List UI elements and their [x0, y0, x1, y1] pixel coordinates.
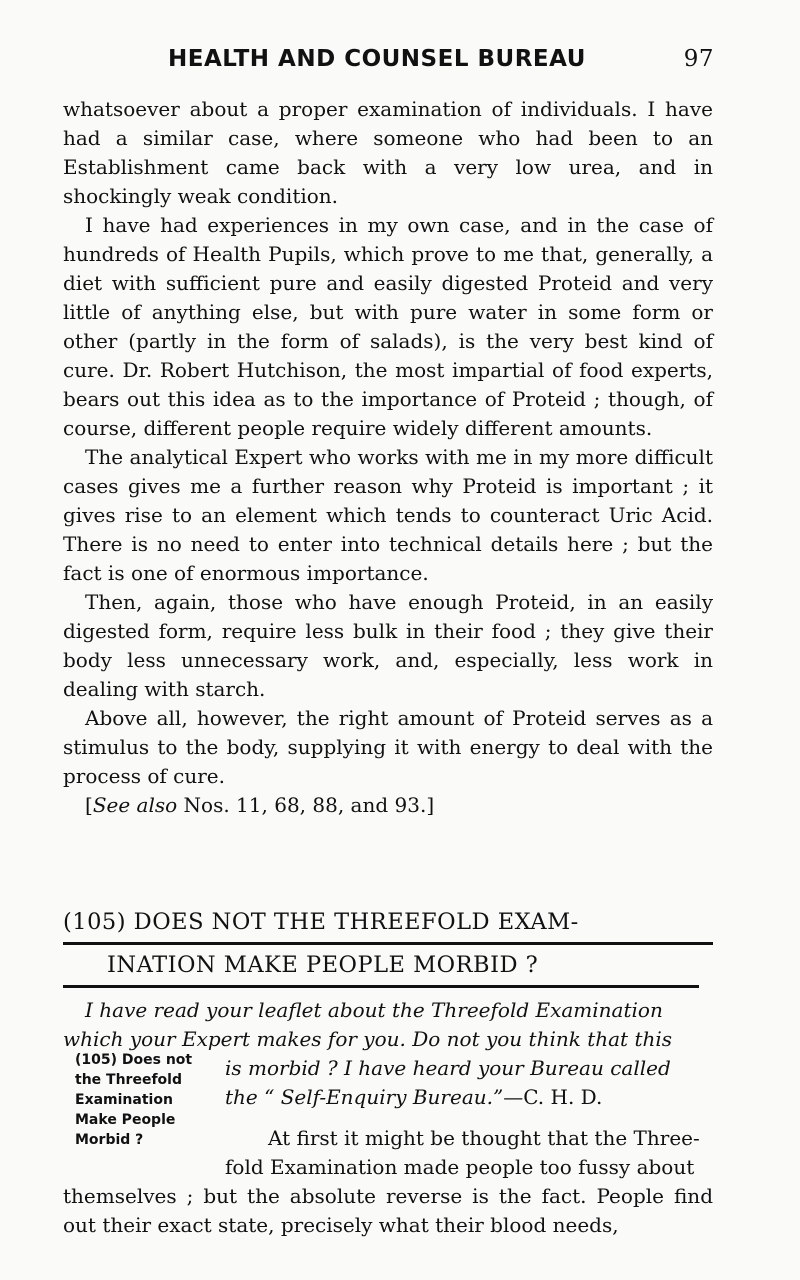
paragraph: The analytical Expert who works with me in my more difficult cases gives me a further reason why Proteid is important ; it gives rise to an element which tends to counteract Uric Acid. There is no need to enter into technical details here ; but the fact is one of enormous importance.	[63, 445, 713, 585]
see-also-italic: See also	[92, 793, 178, 817]
answer-line: At first it might be thought that the Three-	[268, 1126, 700, 1150]
query-line: which your Expert makes for you. Do not you think that this	[63, 1027, 673, 1051]
see-also-reference	[63, 791, 713, 820]
running-header	[60, 38, 714, 78]
margin-note-line: the Threefold	[75, 1072, 182, 1088]
margin-note-line: Morbid ?	[75, 1132, 144, 1148]
body-text	[63, 95, 713, 820]
section-heading	[63, 902, 713, 988]
query-line: is morbid ? I have heard your Bureau called	[225, 1056, 671, 1080]
margin-note-line: Make People	[75, 1112, 176, 1128]
page-number: 97	[683, 46, 714, 72]
query-text: the “ Self-Enquiry Bureau.”	[225, 1085, 504, 1109]
paragraph: Then, again, those who have enough Proteid, in an easily digested form, require less bulk in their food ; they give their body less unnecessary work, and, especially, less work in dealing with starch.	[63, 590, 713, 701]
answer-line: fold Examination made people too fussy about	[225, 1155, 695, 1179]
heading-line-2: INATION MAKE PEOPLE MORBID ?	[63, 945, 699, 988]
query-line-4	[225, 1083, 602, 1112]
see-also-numbers: Nos. 11, 68, 88, and 93.]	[177, 793, 435, 817]
see-also-open: [	[85, 793, 93, 817]
heading-line-1: (105) DOES NOT THE THREEFOLD EXAM-	[63, 902, 713, 945]
running-title: HEALTH AND COUNSEL BUREAU	[168, 46, 586, 72]
margin-note-line: Examination	[75, 1092, 173, 1108]
paragraph: Above all, however, the right amount of Proteid serves as a stimulus to the body, supplying it with energy to deal with the process of cure.	[63, 706, 713, 788]
query-line: I have read your leaflet about the Threefold Examination	[85, 998, 663, 1022]
answer-text: themselves ; but the absolute reverse is the fact. People find out their exact state, precisely what their blood needs,	[63, 1184, 713, 1237]
margin-note	[75, 1050, 205, 1150]
reader-query	[63, 996, 713, 1054]
margin-note-line: (105) Does not	[75, 1052, 193, 1068]
query-signature: —C. H. D.	[503, 1085, 603, 1109]
paragraph: whatsoever about a proper examination of individuals. I have had a similar case, where someone who had been to an Establishment came back with a very low urea, and in shockingly weak condition.	[63, 97, 713, 208]
paragraph: I have had experiences in my own case, and in the case of hundreds of Health Pupils, which prove to me that, generally, a diet with sufficient pure and easily digested Proteid and very little of anything else, but with pure water in some form or other (partly in the form of salads), is the very best kind of cure. Dr. Robert Hutchison, the most impartial of food experts, bears out this idea as to the importance of Proteid ; though, of course, different people require widely different amounts.	[63, 213, 713, 440]
